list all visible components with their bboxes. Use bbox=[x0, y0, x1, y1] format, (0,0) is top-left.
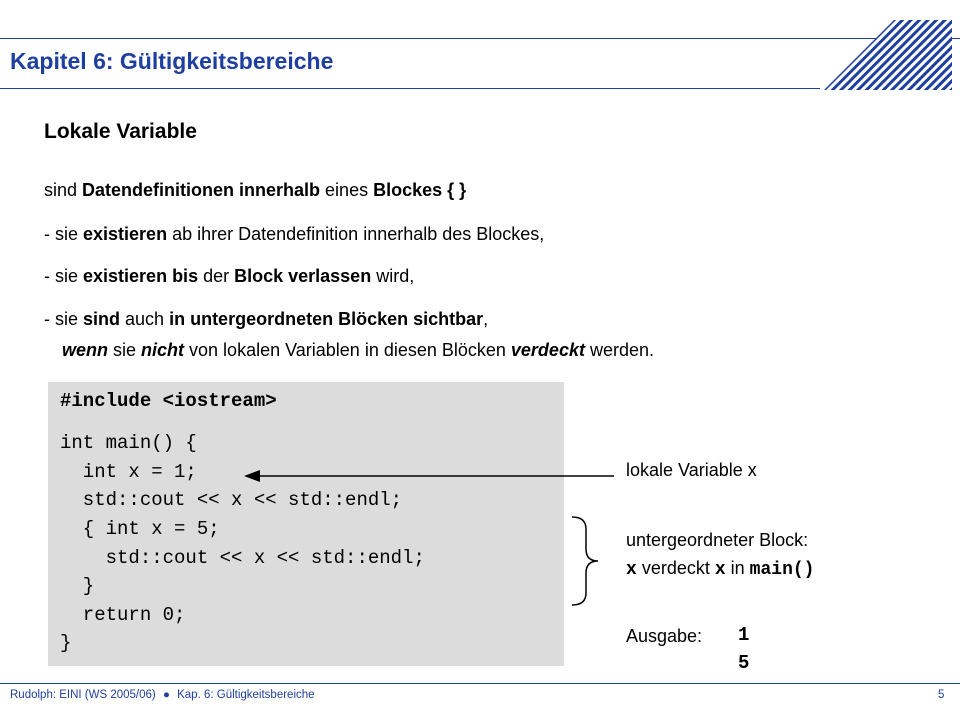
text-line-1 bbox=[44, 180, 466, 201]
text-bold: in untergeordneten Blöcken sichtbar bbox=[169, 309, 484, 329]
code-block bbox=[48, 382, 564, 666]
code-token: main() bbox=[749, 560, 815, 580]
text-bold: Block verlassen bbox=[234, 266, 372, 286]
code-line: return 0; bbox=[60, 604, 186, 626]
text-segment: ab ihrer Datendefinition innerhalb des Blockes, bbox=[167, 224, 545, 244]
text-bold-italic: verdeckt bbox=[510, 340, 585, 360]
output-label: Ausgabe: bbox=[626, 626, 703, 646]
text-segment: werden. bbox=[584, 340, 655, 360]
text-bold: sind bbox=[83, 309, 121, 329]
text-segment: wird, bbox=[371, 266, 415, 286]
code-line: std::cout << x << std::endl; bbox=[60, 547, 425, 569]
text-line-5 bbox=[62, 340, 654, 361]
footer-chapter: Kap. 6: Gültigkeitsbereiche bbox=[177, 689, 315, 701]
text-segment: sie bbox=[108, 340, 142, 360]
text-segment: , bbox=[483, 309, 489, 329]
code-line: } bbox=[60, 575, 95, 597]
text-segment: - sie bbox=[44, 224, 84, 244]
curly-brace-icon bbox=[570, 515, 600, 607]
code-line: int x = 1; bbox=[60, 461, 197, 483]
code-token: x bbox=[714, 560, 726, 580]
footer-author: Rudolph: EINI (WS 2005/06) bbox=[10, 689, 156, 701]
code-line: { int x = 5; bbox=[60, 518, 220, 540]
code-line: } bbox=[60, 632, 72, 654]
text-bold: Datendefinitionen innerhalb bbox=[82, 180, 321, 200]
output-value: 5 bbox=[738, 652, 750, 674]
local-variable-label: lokale Variable x bbox=[626, 460, 757, 480]
slide-title: Kapitel 6: Gültigkeitsbereiche bbox=[10, 48, 334, 74]
footer-text bbox=[10, 689, 315, 701]
text-segment: auch bbox=[120, 309, 170, 329]
text-bold-italic: wenn bbox=[62, 340, 109, 360]
bullet-icon: ● bbox=[162, 689, 170, 701]
footer-rule bbox=[0, 683, 960, 684]
text-segment: in bbox=[725, 558, 750, 578]
code-line: std::cout << x << std::endl; bbox=[60, 489, 403, 511]
text-line-3 bbox=[44, 266, 414, 287]
header-bottom-rule bbox=[0, 88, 820, 89]
code-line: #include <iostream> bbox=[60, 390, 277, 412]
text-segment: der bbox=[198, 266, 235, 286]
pointer-arrow-icon bbox=[240, 466, 620, 486]
output-value: 1 bbox=[738, 624, 750, 646]
university-logo-icon bbox=[824, 20, 952, 90]
header-top-rule bbox=[0, 38, 960, 39]
text-bold: existieren bis bbox=[83, 266, 199, 286]
text-segment: - sie bbox=[44, 266, 84, 286]
text-segment: verdeckt bbox=[636, 558, 715, 578]
text-bold-italic: nicht bbox=[141, 340, 185, 360]
text-segment: von lokalen Variablen in diesen Blöcken bbox=[184, 340, 511, 360]
code-line: int main() { bbox=[60, 432, 197, 454]
sub-block-explanation bbox=[626, 558, 814, 580]
text-segment: sind bbox=[44, 180, 83, 200]
text-line-4 bbox=[44, 309, 488, 330]
text-bold: Blockes { } bbox=[373, 180, 467, 200]
code-token: x bbox=[626, 560, 637, 580]
text-line-2 bbox=[44, 224, 544, 245]
page-number: 5 bbox=[938, 689, 945, 701]
text-segment: eines bbox=[320, 180, 374, 200]
text-segment: - sie bbox=[44, 309, 84, 329]
text-bold: existieren bbox=[83, 224, 168, 244]
sub-block-title: untergeordneter Block: bbox=[626, 530, 809, 550]
section-heading: Lokale Variable bbox=[44, 120, 197, 143]
